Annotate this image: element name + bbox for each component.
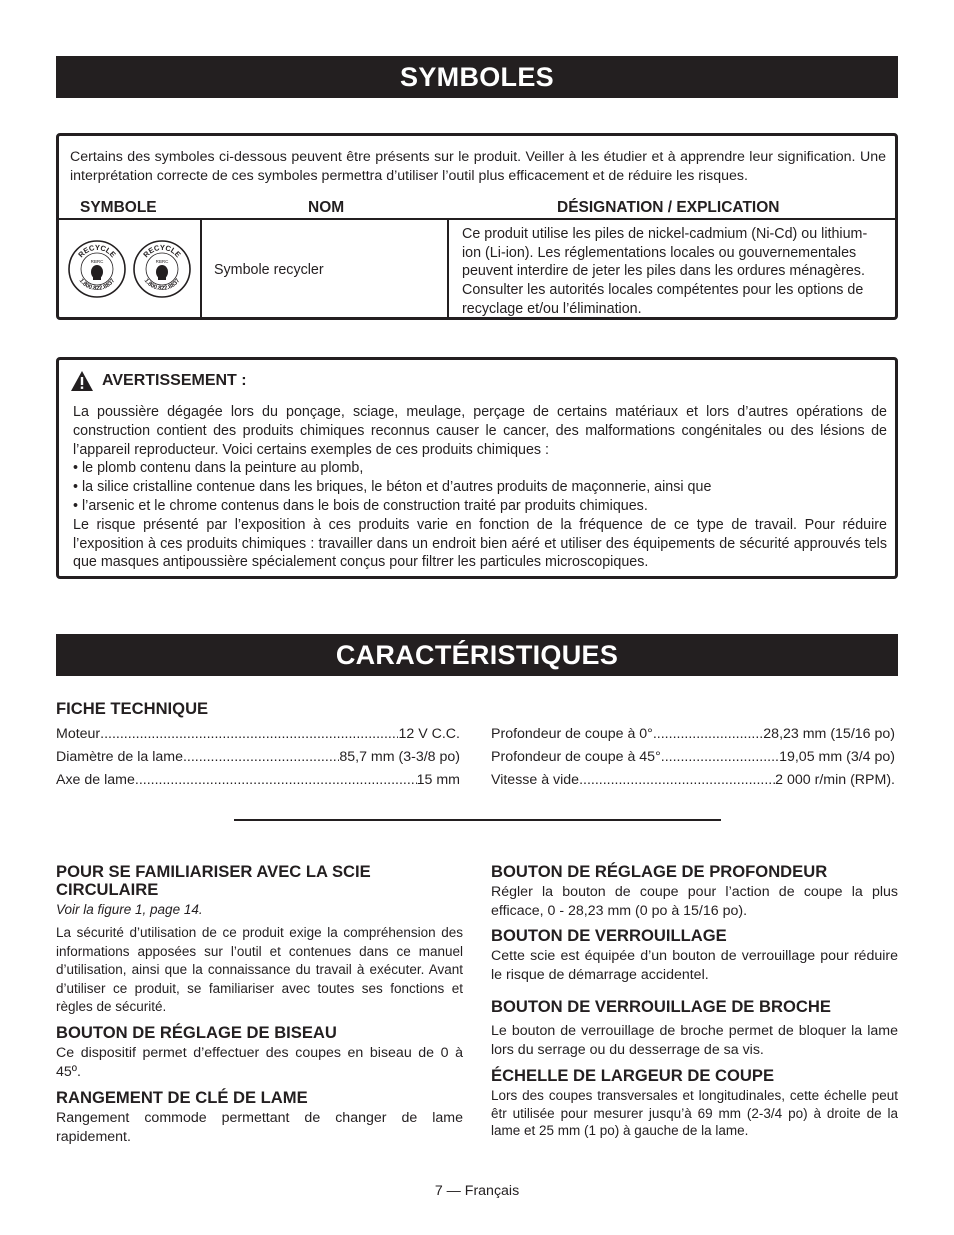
warning-body (73, 403, 887, 572)
symbol-description: Ce produit utilise les piles de nickel-cadmium (Ni-Cd) ou lithium-ion (Li-ion). Les réglementations locales ou gouvernementales peuvent interdire de jeter les piles dans les ordures ménagères. Consulter les autorités locales compétentes pour les options de recyclage et/ou l’élimination. (462, 226, 868, 317)
profondeur-title: BOUTON DE RÉGLAGE DE PROFONDEUR (491, 862, 828, 881)
page-footer (0, 1183, 954, 1199)
header-nom: NOM (308, 199, 345, 216)
column-divider (200, 220, 202, 317)
fiche-technique-title: FICHE TECHNIQUE (56, 699, 209, 718)
spec-row: Profondeur de coupe à 45° ..... 19,05 mm (3/4 po) (491, 748, 895, 766)
symbols-table (56, 133, 898, 320)
echelle-text: Lors des coupes transversales et longitudinales, cette échelle peut êtr utilisée pour mesurer jusqu’à 69 mm (2-3/4 po) à droite de la lame et 25 mm (1 po) à gauche de la lame. (491, 1088, 898, 1138)
recycle-seal-icon (132, 239, 192, 299)
svg-text:RECYCLE: RECYCLE (141, 242, 183, 260)
svg-text:1.800.822.8837: 1.800.822.8837 (142, 277, 182, 293)
symboles-banner: SYMBOLES (56, 56, 898, 98)
echelle-title: ÉCHELLE DE LARGEUR DE COUPE (491, 1066, 775, 1085)
svg-text:1.800.822.8837: 1.800.822.8837 (77, 277, 117, 293)
warning-outro: Le risque présenté par l’exposition à ces produits varie en fonction de la fréquence de ce type de travail. Pour réduire l’exposition à ces produits chimiques : travailler dans un endroit bien aéré et utiliser des équipements de sécurité approuvés tels que masques antipoussière spécialement conçus pour filtrer les particules microscopiques. (73, 516, 887, 571)
spec-row: Axe de lame ..... 15 mm (56, 771, 460, 789)
rangement-text: Rangement commode permettant de changer de lame rapidement. (56, 1110, 463, 1145)
section-divider (234, 819, 721, 821)
column-divider (447, 220, 449, 317)
header-designation: DÉSIGNATION / EXPLICATION (557, 199, 780, 216)
spec-row: Vitesse à vide ..... 2 000 r/min (RPM). (491, 771, 895, 789)
spec-row: Moteur ..... 12 V C.C. (56, 725, 460, 743)
spec-row: Profondeur de coupe à 0° ..... 28,23 mm (15/16 po) (491, 725, 895, 743)
profondeur-text: Régler la bouton de coupe pour l’action de coupe la plus efficace, 0 - 28,23 mm (0 po à 15/16 po). (491, 884, 898, 919)
symbol-name: Symbole recycler (214, 262, 324, 278)
page-number: 7 — Français (434, 1183, 520, 1199)
biseau-title: BOUTON DE RÉGLAGE DE BISEAU (56, 1023, 337, 1042)
warning-bullet: • la silice cristalline contenue dans les briques, le béton et d’autres produits de maçonnerie, ainsi que (73, 479, 712, 496)
warning-header (71, 371, 247, 391)
warning-triangle-icon (71, 371, 93, 391)
rangement-title: RANGEMENT DE CLÉ DE LAME (56, 1088, 308, 1107)
header-rule (59, 218, 895, 220)
svg-text:RECYCLE: RECYCLE (76, 242, 118, 260)
broche-title: BOUTON DE VERROUILLAGE DE BROCHE (491, 997, 831, 1016)
warning-bullet: • le plomb contenu dans la peinture au plomb, (73, 460, 364, 477)
symbols-intro: Certains des symboles ci-dessous peuvent être présents sur le produit. Veiller à les étudier et à apprendre leur signification. Une interprétation correcte de ces symboles permettra d’utiliser l’outil plus efficacement et de réduire les risques. (70, 149, 886, 184)
warning-bullet: • l’arsenic et le chrome contenus dans le bois de construction traité par produits chimiques. (73, 497, 648, 514)
recycle-seal-icon (67, 239, 127, 299)
broche-text: Le bouton de verrouillage de broche permet de bloquer la lame lors du serrage ou du desserrage de sa vis. (491, 1023, 898, 1058)
familiariser-ref: Voir la figure 1, page 14. (56, 902, 203, 917)
warning-intro: La poussière dégagée lors du ponçage, sciage, meulage, perçage de certains matériaux et lors d’autres opérations de construction contient des produits chimiques reconnus causer le cancer, des malformations congénitales ou des lésions de l’appareil reproducteur. Voici certains exemples de ces produits chimiques : (73, 404, 887, 458)
verrouillage-title: BOUTON DE VERROUILLAGE (491, 926, 727, 945)
familiariser-title: POUR SE FAMILIARISER AVEC LA SCIE CIRCULAIRE (56, 862, 371, 899)
biseau-text: Ce dispositif permet d’effectuer des coupes en biseau de 0 à 45º. (56, 1045, 463, 1080)
header-symbole: SYMBOLE (80, 199, 157, 216)
spec-row: Diamètre de la lame ..... 85,7 mm (3-3/8 po) (56, 748, 460, 766)
warning-title: AVERTISSEMENT : (102, 372, 247, 389)
warning-box (56, 357, 898, 579)
svg-text:RBRC: RBRC (90, 259, 104, 264)
familiariser-text: La sécurité d’utilisation de ce produit exige la compréhension des informations apposées sur l’outil et contenues dans ce manuel d’utilisation, ainsi que la connaissance du travail à exécuter. Avant d’utiliser ce produit, se familiariser avec toutes ses fonctions et règles de sécurité. (56, 925, 463, 1014)
verrouillage-text: Cette scie est équipée d’un bouton de verrouillage pour réduire le risque de démarrage accidentel. (491, 948, 898, 983)
caracteristiques-banner: CARACTÉRISTIQUES (56, 634, 898, 676)
svg-text:RBRC: RBRC (155, 259, 169, 264)
